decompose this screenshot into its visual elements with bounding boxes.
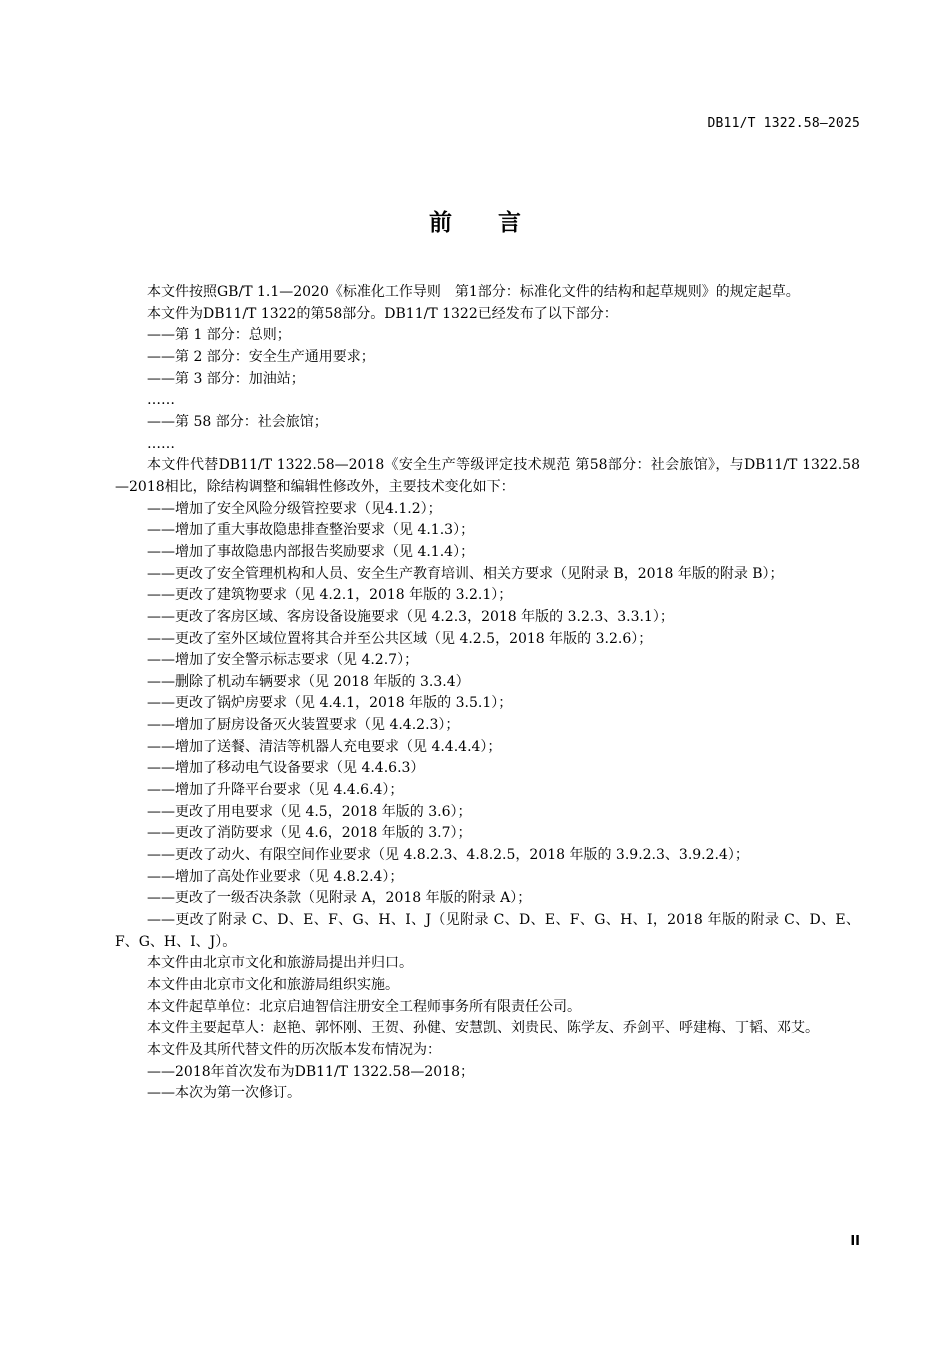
list-item: ——更改了客房区域、客房设备设施要求（见 4.2.3，2018 年版的 3.2.3、3.3.1）； [147, 608, 674, 625]
list-item: ——更改了用电要求（见 4.5，2018 年版的 3.6）； [147, 803, 472, 820]
list-item: ——增加了安全警示标志要求（见 4.2.7）； [147, 652, 419, 669]
list-item: ——删除了机动车辆要求（见 2018 年版的 3.3.4） [147, 673, 470, 690]
list-item: ——更改了消防要求（见 4.6，2018 年版的 3.7）； [147, 825, 472, 842]
list-item: ——增加了安全风险分级管控要求（见4.1.2）； [147, 500, 442, 517]
paragraph: 本文件主要起草人：赵艳、郭怀刚、王贺、孙健、安慧凯、刘贵民、陈学友、乔剑平、呼建梅、丁韬、邓艾。 [147, 1020, 819, 1037]
list-item: ——更改了室外区域位置将其合并至公共区域（见 4.2.5，2018 年版的 3.2.6）； [147, 630, 653, 647]
paragraph: 本文件由北京市文化和旅游局提出并归口。 [147, 955, 413, 972]
list-item: ——增加了厨房设备灭火装置要求（见 4.4.2.3）； [147, 717, 460, 734]
list-item: ——更改了动火、有限空间作业要求（见 4.8.2.3、4.8.2.5，2018 年版的 3.9.2.3、3.9.2.4）； [147, 847, 749, 864]
ellipsis: …… [147, 392, 175, 409]
page-number: II [850, 1234, 860, 1249]
list-item: ——更改了安全管理机构和人员、安全生产教育培训、相关方要求（见附录 B，2018 年版的附录 B）； [147, 565, 784, 582]
list-item: ——增加了高处作业要求（见 4.8.2.4）； [147, 868, 404, 885]
list-item: ——第 58 部分：社会旅馆； [147, 413, 328, 430]
list-item: ——2018年首次发布为DB11/T 1322.58—2018； [147, 1063, 474, 1080]
list-item: ——第 2 部分：安全生产通用要求； [147, 348, 375, 365]
list-item: ——增加了事故隐患内部报告奖励要求（见 4.1.4）； [147, 543, 475, 560]
list-item: ——更改了附录 C、D、E、F、G、H、I、J（见附录 C、D、E、F、G、H、I，2018 年版的附录 C、D、E、F、G、H、I、J）。 [115, 912, 860, 950]
list-item: ——增加了送餐、清洁等机器人充电要求（见 4.4.4.4）； [147, 738, 502, 755]
list-item: ——增加了重大事故隐患排查整治要求（见 4.1.3）； [147, 522, 475, 539]
paragraph: 本文件代替DB11/T 1322.58—2018《安全生产等级评定技术规范 第58部分：社会旅馆》，与DB11/T 1322.58—2018相比，除结构调整和编辑性修改外，主要技术变化如下： [115, 457, 860, 495]
list-item: ——增加了移动电气设备要求（见 4.4.6.3） [147, 760, 425, 777]
list-item: ——更改了建筑物要求（见 4.2.1，2018 年版的 3.2.1）； [147, 587, 513, 604]
list-item: ——第 1 部分：总则； [147, 327, 291, 344]
list-item: ——增加了升降平台要求（见 4.4.6.4）； [147, 782, 404, 799]
ellipsis: …… [147, 435, 175, 452]
list-item: ——更改了锅炉房要求（见 4.4.1，2018 年版的 3.5.1）； [147, 695, 513, 712]
list-item: ——第 3 部分：加油站； [147, 370, 305, 387]
list-item: ——本次为第一次修订。 [147, 1085, 301, 1102]
list-item: ——更改了一级否决条款（见附录 A，2018 年版的附录 A）； [147, 890, 532, 907]
paragraph: 本文件起草单位：北京启迪智信注册安全工程师事务所有限责任公司。 [147, 998, 581, 1015]
paragraph: 本文件由北京市文化和旅游局组织实施。 [147, 977, 399, 993]
paragraph: 本文件为DB11/T 1322的第58部分。DB11/T 1322已经发布了以下部分： [147, 305, 618, 322]
page-title: 前 言 [429, 210, 521, 236]
foreword-body [115, 282, 860, 1105]
paragraph: 本文件按照GB/T 1.1—2020《标准化工作导则 第1部分：标准化文件的结构和起草规则》的规定起草。 [147, 284, 800, 300]
paragraph: 本文件及其所代替文件的历次版本发布情况为： [147, 1041, 441, 1058]
document-code: DB11/T 1322.58—2025 [707, 116, 860, 131]
